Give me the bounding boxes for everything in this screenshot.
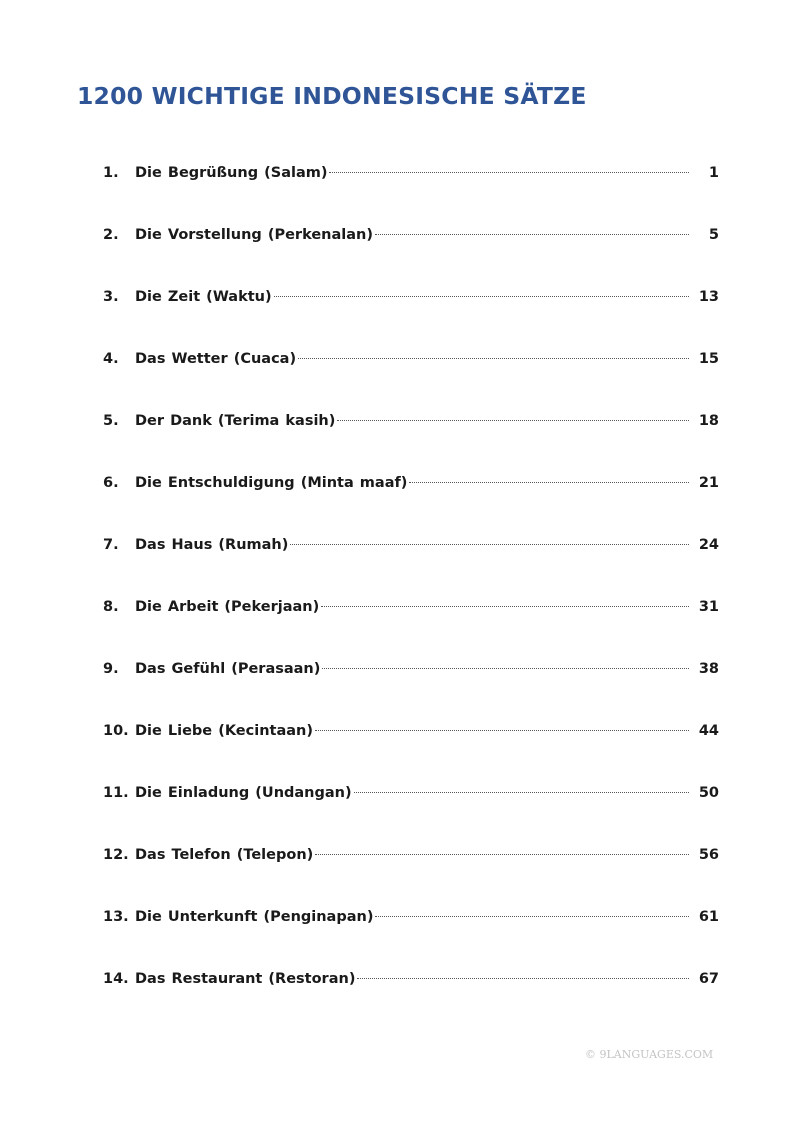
toc-dot-leader — [322, 668, 688, 669]
toc-entry-number: 4. — [103, 351, 119, 367]
toc-entry-title: Das Restaurant (Restoran) — [135, 971, 356, 987]
toc-entry[interactable] — [103, 842, 719, 904]
toc-entry-page: 1 — [708, 165, 719, 181]
toc-entry[interactable] — [103, 346, 719, 408]
toc-dot-leader — [375, 916, 688, 917]
toc-entry-title: Das Telefon (Telepon) — [135, 847, 314, 863]
toc-entry-number: 10. — [103, 723, 129, 739]
toc-dot-leader — [321, 606, 689, 607]
toc-dot-leader — [357, 978, 688, 979]
toc-entry-title: Das Haus (Rumah) — [135, 537, 289, 553]
toc-entry-number: 7. — [103, 537, 119, 553]
toc-entry-number: 6. — [103, 475, 119, 491]
table-of-contents — [103, 160, 719, 1028]
toc-entry-page: 13 — [698, 289, 719, 305]
toc-entry-title: Das Gefühl (Perasaan) — [135, 661, 321, 677]
toc-entry-title: Die Arbeit (Pekerjaan) — [135, 599, 320, 615]
toc-entry[interactable] — [103, 904, 719, 966]
toc-dot-leader — [375, 234, 689, 235]
toc-entry[interactable] — [103, 408, 719, 470]
toc-entry-title: Die Vorstellung (Perkenalan) — [135, 227, 373, 243]
toc-entry-title: Die Liebe (Kecintaan) — [135, 723, 313, 739]
toc-entry-number: 13. — [103, 909, 129, 925]
toc-entry-page: 15 — [698, 351, 719, 367]
toc-entry-page: 38 — [698, 661, 719, 677]
toc-entry-title: Die Begrüßung (Salam) — [135, 165, 328, 181]
toc-entry[interactable] — [103, 966, 719, 1028]
copyright-watermark: © 9LANGUAGES.COM — [585, 1048, 714, 1061]
toc-entry-title: Die Entschuldigung (Minta maaf) — [135, 475, 408, 491]
toc-entry-page: 24 — [698, 537, 719, 553]
toc-entry[interactable] — [103, 718, 719, 780]
toc-entry-number: 12. — [103, 847, 129, 863]
toc-entry[interactable] — [103, 594, 719, 656]
toc-entry-page: 50 — [698, 785, 719, 801]
toc-entry-page: 18 — [698, 413, 719, 429]
document-title: 1200 WICHTIGE INDONESISCHE SÄTZE — [77, 82, 587, 110]
toc-dot-leader — [298, 358, 689, 359]
toc-entry-page: 67 — [698, 971, 719, 987]
toc-entry-number: 2. — [103, 227, 119, 243]
toc-entry-number: 8. — [103, 599, 119, 615]
toc-entry-title: Die Unterkunft (Penginapan) — [135, 909, 374, 925]
toc-entry[interactable] — [103, 532, 719, 594]
toc-dot-leader — [354, 792, 689, 793]
toc-entry[interactable] — [103, 284, 719, 346]
toc-entry-title: Der Dank (Terima kasih) — [135, 413, 336, 429]
toc-entry-page: 5 — [708, 227, 719, 243]
toc-entry[interactable] — [103, 470, 719, 532]
toc-entry-title: Die Einladung (Undangan) — [135, 785, 352, 801]
toc-entry-number: 3. — [103, 289, 119, 305]
toc-entry-number: 14. — [103, 971, 129, 987]
toc-entry-number: 5. — [103, 413, 119, 429]
toc-entry-page: 31 — [698, 599, 719, 615]
toc-dot-leader — [315, 730, 689, 731]
toc-dot-leader — [329, 172, 689, 173]
toc-entry-number: 1. — [103, 165, 119, 181]
toc-dot-leader — [315, 854, 689, 855]
toc-entry[interactable] — [103, 222, 719, 284]
toc-dot-leader — [290, 544, 688, 545]
toc-entry-title: Die Zeit (Waktu) — [135, 289, 272, 305]
toc-entry-number: 11. — [103, 785, 129, 801]
toc-entry-page: 44 — [698, 723, 719, 739]
toc-entry-title: Das Wetter (Cuaca) — [135, 351, 297, 367]
toc-entry[interactable] — [103, 656, 719, 718]
toc-entry[interactable] — [103, 160, 719, 222]
toc-entry-number: 9. — [103, 661, 119, 677]
toc-entry-page: 61 — [698, 909, 719, 925]
toc-dot-leader — [409, 482, 688, 483]
toc-dot-leader — [337, 420, 688, 421]
toc-entry-page: 56 — [698, 847, 719, 863]
toc-entry-page: 21 — [698, 475, 719, 491]
toc-entry[interactable] — [103, 780, 719, 842]
toc-dot-leader — [274, 296, 689, 297]
